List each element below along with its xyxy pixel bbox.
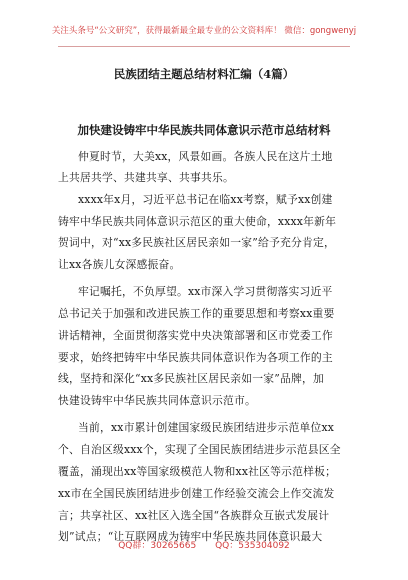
body-line: 当前，xx市累计创建国家级民族团结进步示范单位xx: [78, 421, 335, 434]
body-line: 让xx各族儿女深感振奋。: [58, 258, 181, 271]
footer-contact: [0, 538, 408, 551]
body-line: 上共居共学、共建共享、共事共乐。: [58, 171, 234, 184]
body-line: xx市在全国民族团结进步创建工作经验交流会上作交流发: [58, 487, 335, 500]
body-line: 仲夏时节，大美xx，风景如画。各族人民在这片土地: [78, 150, 333, 163]
footer-qq-group: QQ群：30265665: [118, 541, 197, 551]
body-line: 个、自治区级xxx个，实现了全国民族团结进步示范县区全: [58, 443, 341, 456]
footer-qq: QQ：535304092: [215, 541, 290, 551]
header-divider: [58, 46, 350, 47]
body-line: 快建设铸牢中华民族共同体意识示范市。: [58, 394, 256, 407]
body-line: xxxx年x月，习近平总书记在临xx考察，赋予xx创建: [78, 193, 333, 206]
body-line: 要求，始终把铸牢中华民族共同体意识作为各项工作的主: [58, 351, 333, 364]
body-line: 贺词中，对“xx多民族社区居民亲如一家”给予充分肯定，: [58, 236, 335, 249]
body-line: 牢记嘱托，不负厚望。xx市深入学习贯彻落实习近平: [78, 285, 333, 298]
section-title: 加快建设铸牢中华民族共同体意识示范市总结材料: [77, 123, 331, 137]
document-title: 民族团结主题总结材料汇编（4篇）: [113, 67, 295, 81]
body-line: 讲话精神，全面贯彻落实党中央决策部署和区市党委工作: [58, 329, 333, 342]
header-watermark: 关注头条号“公文研究”，获得最新最全最专业的公文资料库！ 微信：gongwenyj: [51, 26, 357, 36]
body-line: 线，坚持和深化“xx多民族社区居民亲如一家”品牌，加: [58, 372, 324, 385]
body-line: 铸牢中华民族共同体意识示范区的重大使命，xxxx年新年: [58, 215, 337, 228]
body-line: 总书记关于加强和改进民族工作的重要思想和考察xx重要: [58, 307, 335, 320]
body-line: 言；共享社区、xx社区入选全国“各族群众互嵌式发展计: [58, 509, 330, 522]
body-line: 划”试点；“让互联网成为铸牢中华民族共同体意识最大: [58, 530, 323, 543]
body-line: 覆盖，涌现出xx等国家级模范人物和xx社区等示范样板；: [58, 465, 337, 478]
